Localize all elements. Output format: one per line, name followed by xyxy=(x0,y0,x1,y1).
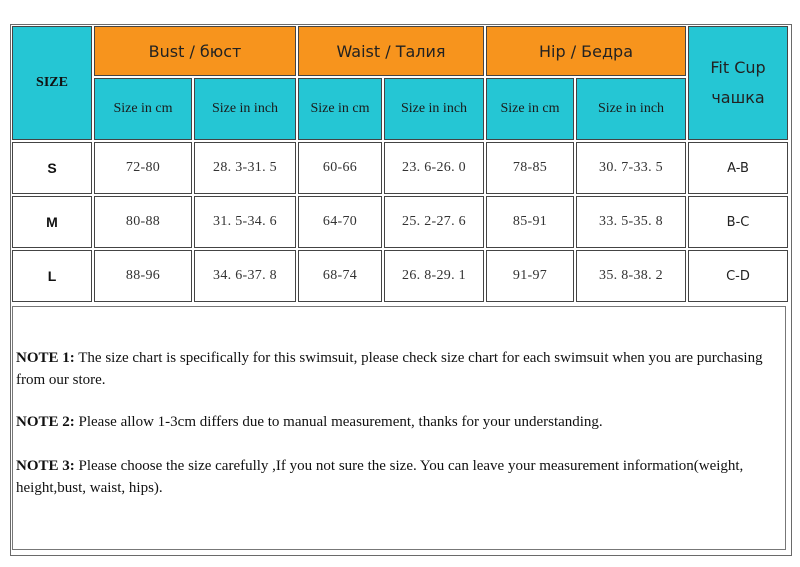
note-label: NOTE 2: xyxy=(16,414,75,430)
bust-inch-cell: 28. 3-31. 5 xyxy=(194,142,296,194)
bust-cm-cell: 72-80 xyxy=(94,142,192,194)
size-cell: S xyxy=(12,142,92,194)
note-2 xyxy=(16,411,781,433)
cup-cell: B-C xyxy=(688,196,788,248)
note-text: Please choose the size carefully ,If you not sure the size. You can leave your measurement information(weight, height,bust, waist, hips). xyxy=(16,458,744,496)
bust-cm-cell: 80-88 xyxy=(94,196,192,248)
waist-cm-cell: 60-66 xyxy=(298,142,382,194)
bust-cm-cell: 88-96 xyxy=(94,250,192,302)
note-1 xyxy=(16,347,781,391)
fit-cup-label: Fit Cup xyxy=(710,58,766,77)
fit-cup-header xyxy=(688,26,788,140)
note-text: The size chart is specifically for this swimsuit, please check size chart for each swimsuit when you are purchasing from our store. xyxy=(16,350,763,388)
size-header: SIZE xyxy=(12,26,92,140)
hip-cm-cell: 91-97 xyxy=(486,250,574,302)
bust-inch-cell: 34. 6-37. 8 xyxy=(194,250,296,302)
size-cell: L xyxy=(12,250,92,302)
bust-cm-header: Size in cm xyxy=(94,78,192,140)
hip-cm-cell: 78-85 xyxy=(486,142,574,194)
cup-cell: A-B xyxy=(688,142,788,194)
hip-cm-header: Size in cm xyxy=(486,78,574,140)
waist-inch-cell: 26. 8-29. 1 xyxy=(384,250,484,302)
note-text: Please allow 1-3cm differs due to manual measurement, thanks for your understanding. xyxy=(74,414,603,430)
hip-inch-header: Size in inch xyxy=(576,78,686,140)
waist-inch-cell: 23. 6-26. 0 xyxy=(384,142,484,194)
hip-inch-cell: 30. 7-33. 5 xyxy=(576,142,686,194)
size-cell: M xyxy=(12,196,92,248)
fit-cup-label-ru: чашка xyxy=(711,88,765,107)
hip-header: Hip / Бедра xyxy=(486,26,686,76)
hip-cm-cell: 85-91 xyxy=(486,196,574,248)
waist-header: Waist / Талия xyxy=(298,26,484,76)
waist-cm-cell: 68-74 xyxy=(298,250,382,302)
waist-cm-cell: 64-70 xyxy=(298,196,382,248)
hip-inch-cell: 35. 8-38. 2 xyxy=(576,250,686,302)
hip-inch-cell: 33. 5-35. 8 xyxy=(576,196,686,248)
notes-box xyxy=(12,306,786,550)
cup-cell: C-D xyxy=(688,250,788,302)
waist-inch-cell: 25. 2-27. 6 xyxy=(384,196,484,248)
note-label: NOTE 1: xyxy=(16,350,75,366)
note-label: NOTE 3: xyxy=(16,458,75,474)
waist-inch-header: Size in inch xyxy=(384,78,484,140)
note-3 xyxy=(16,455,781,499)
waist-cm-header: Size in cm xyxy=(298,78,382,140)
bust-header: Bust / бюст xyxy=(94,26,296,76)
bust-inch-cell: 31. 5-34. 6 xyxy=(194,196,296,248)
bust-inch-header: Size in inch xyxy=(194,78,296,140)
